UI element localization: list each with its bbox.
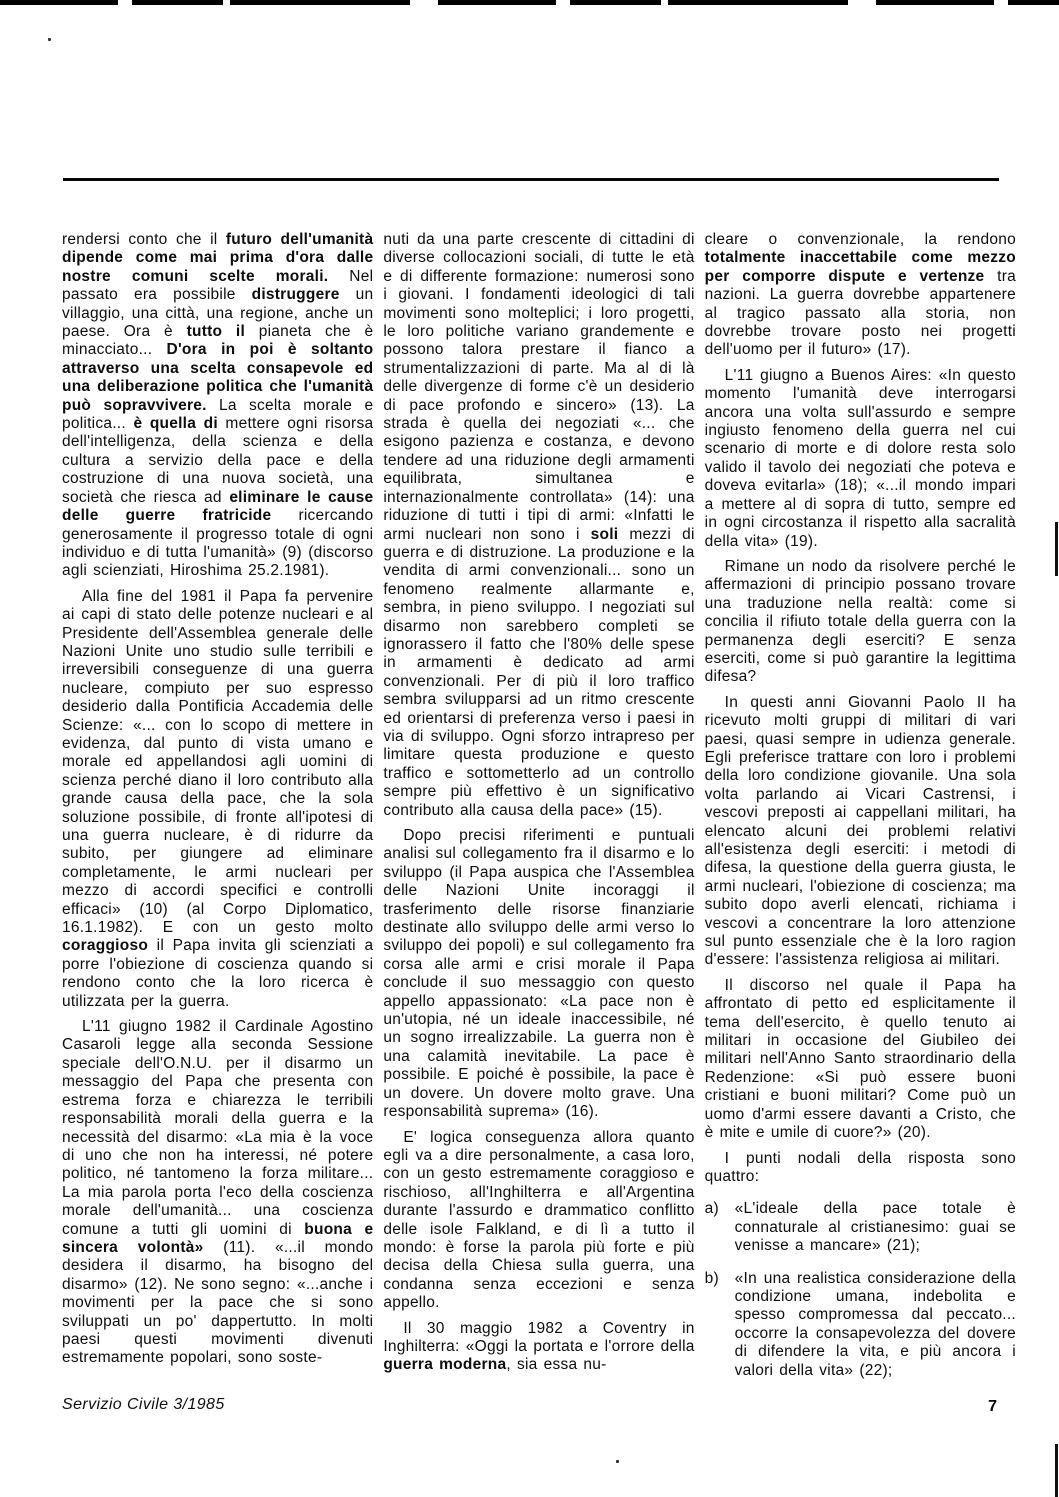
text-run: Il 30 maggio 1982 a Coventry in Inghilterra: «Oggi la portata e l'orrore della	[383, 1319, 695, 1355]
scan-speck	[48, 38, 51, 41]
text-run: Rimane un nodo da risolvere perché le affermazioni di principio possano trovare una traduzione nella realtà: come si concilia il rifiuto totale della guerra con la permanenza degli eserciti? E senza eserciti, come si può garantire la legittima difesa?	[704, 557, 1016, 686]
text-run: , sia essa nu-	[506, 1356, 607, 1374]
article-columns	[62, 231, 1016, 1382]
text-run: In questi anni Giovanni Paolo II ha ricevuto molti gruppi di militari di vari paesi, quasi sempre in udienza generale. Egli preferisce trattare con loro i problemi della loro condizione giovanile. Una sola volta parlando ai Vicari Castrensi, i vescovi preposti ai cappellani militari, ha elencato alcuni dei problemi relativi all'esistenza degli eserciti: i metodi di difesa, la questione della guerra giusta, le armi nucleari, l'obiezione di coscienza; ma subito dopo averli elencati, richiama i vescovi a concentrare la loro attenzione sul punto essenziale che è la loro ragion d'essere: l'assistenza religiosa ai militari.	[704, 693, 1016, 969]
bold-text-run: guerra moderna	[383, 1356, 507, 1374]
paragraph	[705, 977, 1016, 1143]
text-run: cleare o convenzionale, la rendono	[704, 231, 1016, 248]
text-column	[705, 231, 1016, 1380]
list-body	[735, 1270, 1016, 1380]
text-run: mezzi di guerra e di distruzione. La produzione e la vendita di armi convenzionali... sono un fenomeno realmente allarmante e, sembra, in pieno sviluppo. I negoziati sul disarmo non sarebbero completi se ignorassero il fatto che l'80% delle spese in armamenti è dedicato ad armi convenzionali. Per di più il loro traffico sembra svilupparsi ad un ritmo crescente ed orientarsi di preferenza verso i paesi in via di sviluppo. Ogni sforzo intrapreso per limitare questa produzione e questo traffico e sottometterlo ad un controllo sempre più effettivo è un significativo contributo alla causa della pace» (15).	[383, 525, 695, 819]
text-column	[62, 231, 373, 1375]
text-run: mettere ogni risorsa dell'intelligenza, della scienza e della cultura a servizio della pace e della costruzione di una nuova società, una società che riesca ad	[62, 415, 374, 506]
list-item	[705, 1200, 1016, 1255]
text-run: La scelta morale e politica...	[62, 396, 374, 433]
text-run: Alla fine del 1981 il Papa fa pervenire ai capi di stato delle potenze nucleari e al Presidente dell'Assemblea generale delle Nazioni Unite uno studio sulle terribili e irreversibili conseguenze di una guerra nucleare, compiuto per suo espresso desiderio dalla Pontificia Accademia delle Scienze: «... con lo scopo di mettere in evidenza, dal punto di vista umano e morale ed appellandosi agli uomini di scienza perché diano il loro contributo alla grande causa della pace, che la sola soluzione possibile, di fronte all'ipotesi di una guerra nucleare, è di ridurre da subito, per giungere ad eliminare completamente, le armi nucleari per mezzo di accordi specifici e controlli efficaci» (10) (al Corpo Diplomatico, 16.1.1982). E con un gesto molto	[62, 587, 374, 937]
text-run: nuti da una parte crescente di cittadini di diverse collocazioni sociali, di tutte le età e di differente formazione: numerosi sono i giovani. I fondamenti ideologici di tali movimenti sono molteplici; i loro progetti, le loro politiche variano grandemente e possono talora prestare il fianco a strumentalizzazioni di parte. Ma al di là delle divergenze di forme c'è un desiderio di pace profondo e sincero» (13). La strada è quella dei negoziati «... che esigono pazienza e costanza, e devono tendere ad una riduzione degli armamenti equilibrata, simultanea e internazionalmente controllata» (14): una riduzione di tutti i tipi di armi: «Infatti le armi nucleari non sono i	[383, 231, 695, 543]
text-run: Nel passato era possibile	[62, 267, 374, 304]
footer-page-number: 7	[988, 1398, 997, 1415]
bold-text-run: buona e sincera volontà»	[62, 1220, 374, 1256]
paragraph	[705, 367, 1016, 551]
scan-artifact-right-edge	[1055, 522, 1058, 576]
bold-text-run: futuro dell'umanità dipende come mai prima d'ora dalle nostre comuni scelte morali.	[62, 231, 374, 285]
text-run: un villaggio, una città, una regione, anche un paese. Ora è	[62, 286, 374, 341]
text-run: tra nazioni. La guerra dovrebbe appartenere al tragico passato alla storia, non dovrebbe trovare posto nei progetti dell'uomo per il futuro» (17).	[704, 267, 1016, 359]
text-run: Dopo precisi riferimenti e puntuali analisi sul collegamento fra il disarmo e lo sviluppo (il Papa auspica che l'Assemblea delle Nazioni Unite incoraggi il trasferimento delle risorse finanziarie destinate allo sviluppo delle armi verso lo sviluppo dei popoli) e sul collegamento fra corsa alle armi e crisi morale il Papa conclude il suo messaggio con questo appello appassionato: «La pace non è un'utopia, né un ideale inaccessibile, né un sogno irrealizzabile. La guerra non è una calamità inevitabile. La pace è possibile. E poiché è possibile, la pace è un dovere. Un dovere molto grave. Una responsabilità suprema» (16).	[383, 827, 695, 1121]
text-run: I punti nodali della risposta sono quattro:	[704, 1149, 1016, 1185]
list-marker: b)	[704, 1269, 719, 1287]
text-run: ricercando generosamente il progresso totale di ogni individuo e di tutta l'umanità» (9) (discorso agli scienziati, Hiroshima 25.2.1981).	[62, 507, 374, 580]
paragraph	[705, 694, 1016, 970]
bold-text-run: eliminare le cause delle guerre fratricide	[62, 488, 374, 525]
bold-text-run: distruggere	[251, 286, 340, 304]
text-run: L'11 giugno 1982 il Cardinale Agostino Casaroli legge alla seconda Sessione speciale dell'O.N.U. per il disarmo un messaggio del Papa che presenta con estrema forza e chiarezza le terribili responsabilità morali della guerra e la necessità del disarmo: «La mia è la voce di uno che non ha interessi, né potere politico, né tantomeno la forza militare... La mia parola porta l'eco della coscienza morale dell'umanità... una coscienza comune a tutti gli uomini di	[62, 1018, 374, 1238]
list-item	[705, 1270, 1016, 1380]
text-run: E' logica conseguenza allora quanto egli va a dire personalmente, a casa loro, con un gesto estremamente coraggioso e rischioso, all'Inghilterra e all'Argentina durante l'assurdo e drammatico conflitto delle isole Falkland, e di lì a tutto il mondo: è forse la parola più forte e più decisa della Chiesa sulla guerra, una condanna senza eccezioni e senza appello.	[383, 1128, 695, 1312]
bold-text-run: soli	[590, 525, 619, 543]
scan-artifact-right-edge	[1055, 1444, 1058, 1497]
paragraph	[383, 827, 694, 1122]
text-column	[383, 231, 694, 1382]
text-run: «L'ideale della pace totale è connaturale al cristianesimo: guai se venisse a mancare» (21);	[734, 1200, 1016, 1255]
paragraph	[383, 1129, 694, 1313]
scan-artifact-top-edge	[0, 0, 1059, 5]
paragraph	[62, 231, 373, 581]
scan-speck	[616, 1460, 619, 1463]
text-run: il Papa invita gli scienziati a porre l'obiezione di coscienza quando si rendono conto che la loro ricerca è utilizzata per la guerra.	[62, 937, 374, 1010]
text-run: L'11 giugno a Buenos Aires: «In questo momento l'umanità deve interrogarsi ancora una volta sull'assurdo e sempre ingiusto fenomeno della guerra nel cui scenario di morte e di dolore resta solo valido il tavolo dei negoziati che poteva e doveva evitarla» (18); «...il mondo impari a mettere al di sopra di tutto, sempre ed in ogni circostanza il rispetto alla sacralità della vita» (19).	[704, 366, 1016, 550]
paragraph	[62, 588, 373, 1011]
bold-text-run: tutto il	[186, 323, 246, 341]
text-run: (11). «...il mondo desidera il disarmo, ha bisogno del disarmo» (12). Ne sono segno: «...anche i movimenti per la pace che si sono sviluppati un po' dappertutto. In molti paesi questi movimenti divenuti estremamente popolari, sono soste-	[62, 1238, 374, 1367]
text-run: rendersi conto che il	[62, 231, 226, 248]
header-rule	[63, 178, 999, 181]
paragraph	[705, 558, 1016, 687]
text-run: pianeta che è minacciato...	[62, 323, 374, 359]
list-marker: a)	[704, 1200, 719, 1218]
footer-journal-title: Servizio Civile 3/1985	[62, 1396, 225, 1413]
paragraph	[705, 231, 1016, 360]
bold-text-run: coraggioso	[62, 937, 149, 955]
text-run: Il discorso nel quale il Papa ha affrontato di petto ed esplicitamente il tema dell'esercito, è quello tenuto ai militari in occasione del Giubileo dei militari nell'Anno Santo straordinario della Redenzione: «Si può essere buoni cristiani e buoni militari? Come può un uomo d'armi essere davanti a Cristo, che è mite e umile di cuore?» (20).	[704, 976, 1016, 1142]
list-body	[735, 1200, 1016, 1255]
paragraph	[62, 1018, 373, 1368]
text-run: «In una realistica considerazione della condizione umana, indebolita e spesso compromessa dal peccato... occorre la consapevolezza del dovere di difendere la vita, e più ancora i valori della vita» (22);	[734, 1269, 1016, 1379]
bold-text-run: totalmente inaccettabile come mezzo per comporre dispute e vertenze	[704, 249, 1016, 285]
paragraph	[383, 1320, 694, 1375]
bold-text-run: è quella di	[133, 415, 218, 433]
paragraph	[705, 1150, 1016, 1187]
paragraph	[383, 231, 694, 820]
bold-text-run: D'ora in poi è soltanto attraverso una scelta consapevole ed una deliberazione politica che l'umanità può sopravvivere.	[62, 341, 374, 414]
